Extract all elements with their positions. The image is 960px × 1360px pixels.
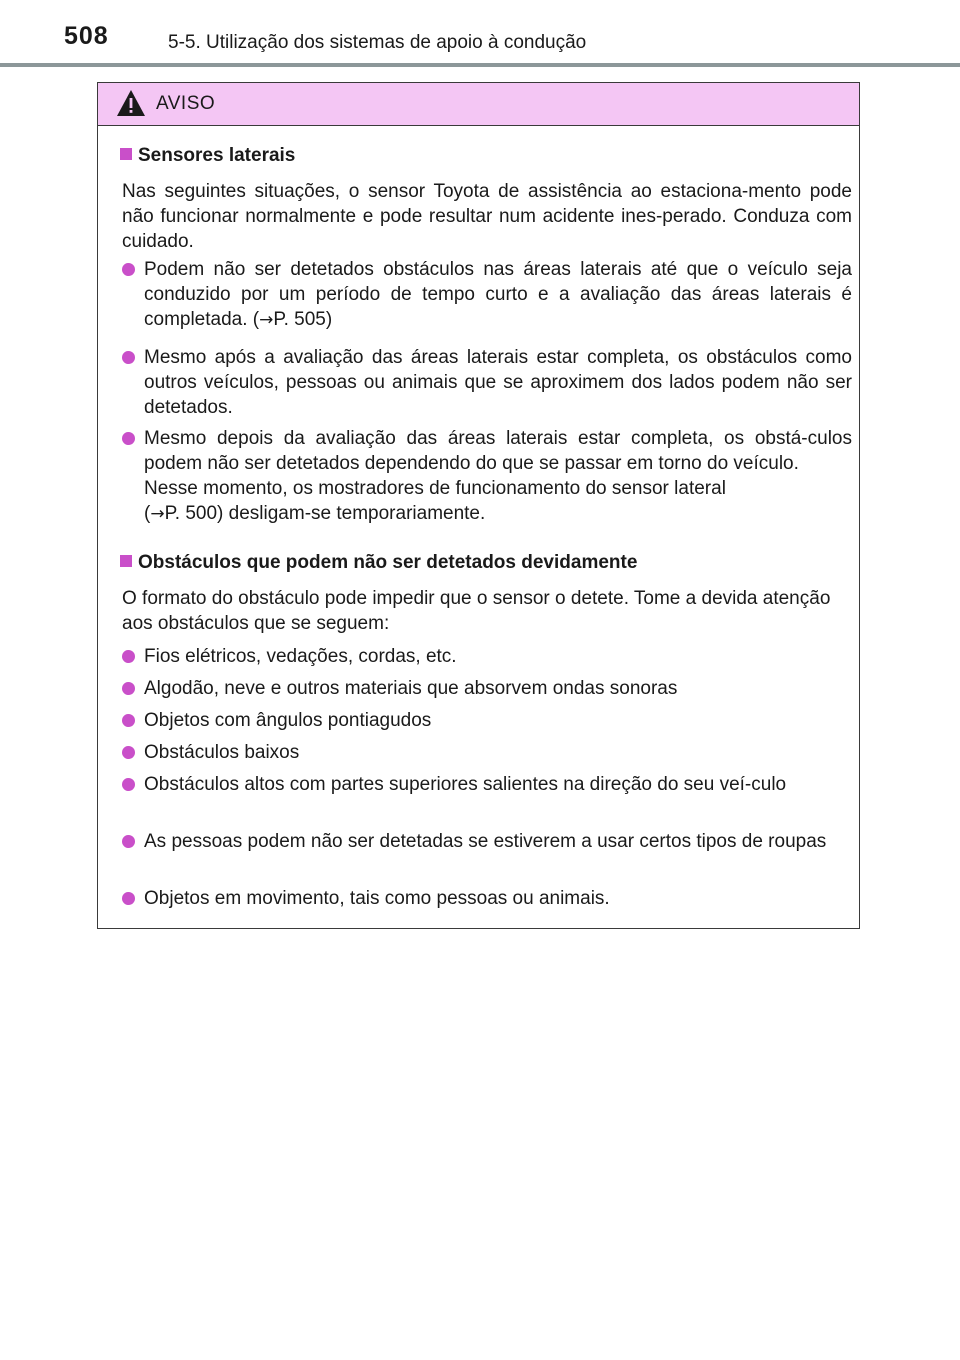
round-bullet-icon — [122, 432, 135, 445]
list-item — [122, 886, 852, 911]
list-item-text: Obstáculos baixos — [144, 742, 300, 763]
square-bullet-icon — [120, 148, 132, 160]
warning-title: AVISO — [156, 93, 216, 114]
arrow-right-icon: → — [150, 504, 165, 524]
round-bullet-icon — [122, 778, 135, 791]
warning-header — [98, 83, 859, 126]
list-item — [122, 676, 852, 701]
round-bullet-icon — [122, 835, 135, 848]
square-bullet-icon — [120, 555, 132, 567]
list-item-text: Objetos com ângulos pontiagudos — [144, 710, 432, 731]
page-reference: P. 500) desligam-se temporariamente. — [164, 503, 486, 524]
list-item — [122, 772, 852, 797]
list-item-text: Objetos em movimento, tais como pessoas ou animais. — [144, 888, 610, 909]
list-item — [122, 345, 852, 420]
list-item-text: Obstáculos altos com partes superiores salientes na direção do seu veí-culo — [144, 774, 787, 795]
warning-box — [97, 82, 860, 929]
round-bullet-icon — [122, 263, 135, 276]
section-heading-text: Obstáculos que podem não ser detetados devidamente — [138, 552, 638, 573]
list-item-text: Mesmo após a avaliação das áreas laterais estar completa, os obstáculos como outros veículos, pessoas ou animais que se aproximem dos lados podem não ser detetados. — [144, 347, 852, 418]
page-reference: P. 505) — [273, 309, 333, 330]
list-item: Mesmo depois da avaliação das áreas laterais estar completa, os obstá-culos podem não ser detetados dependendo do que se passar em torno do veículo. Nesse momento, os mostradores de funcionamento do sensor lateral (→P. 500) desligam-se temporariamente. — [122, 426, 852, 527]
list-item — [122, 644, 852, 669]
section-title: 5-5. Utilização dos sistemas de apoio à condução — [168, 32, 587, 53]
list-item-text: Fios elétricos, vedações, cordas, etc. — [144, 646, 457, 667]
arrow-right-icon: → — [259, 310, 274, 330]
list-item — [122, 708, 852, 733]
list-item — [122, 257, 852, 333]
round-bullet-icon — [122, 714, 135, 727]
list-item — [122, 829, 852, 854]
list-item-text: Podem não ser detetados obstáculos nas áreas laterais até que o veículo seja conduzido por um período de tempo curto e a avaliação das áreas laterais é completada. ( — [144, 259, 852, 330]
round-bullet-icon — [122, 682, 135, 695]
round-bullet-icon — [122, 892, 135, 905]
list-item-text: Algodão, neve e outros materiais que absorvem ondas sonoras — [144, 678, 678, 699]
round-bullet-icon — [122, 650, 135, 663]
list-item-text: As pessoas podem não ser detetadas se estiverem a usar certos tipos de roupas — [144, 831, 827, 852]
section-intro: O formato do obstáculo pode impedir que o sensor o detete. Tome a devida atenção aos obstáculos que se seguem: — [122, 588, 831, 634]
warning-triangle-icon — [116, 89, 146, 117]
round-bullet-icon — [122, 351, 135, 364]
section-heading — [120, 552, 637, 574]
list-item-text: Mesmo depois da avaliação das áreas laterais estar completa, os obstá-culos podem não ser detetados dependendo do que se passar em torno do veículo. — [144, 428, 852, 474]
header-divider — [0, 63, 960, 67]
section-heading-text: Sensores laterais — [138, 145, 296, 166]
section-intro: Nas seguintes situações, o sensor Toyota de assistência ao estaciona-mento pode não funcionar normalmente e pode resultar num acidente ines-perado. Conduza com cuidado. — [122, 181, 852, 252]
list-item-text: Nesse momento, os mostradores de funcionamento do sensor lateral — [144, 478, 726, 499]
page-number: 508 — [64, 22, 109, 50]
page-header — [0, 0, 960, 66]
section-heading — [120, 145, 295, 167]
list-item — [122, 740, 852, 765]
round-bullet-icon — [122, 746, 135, 759]
